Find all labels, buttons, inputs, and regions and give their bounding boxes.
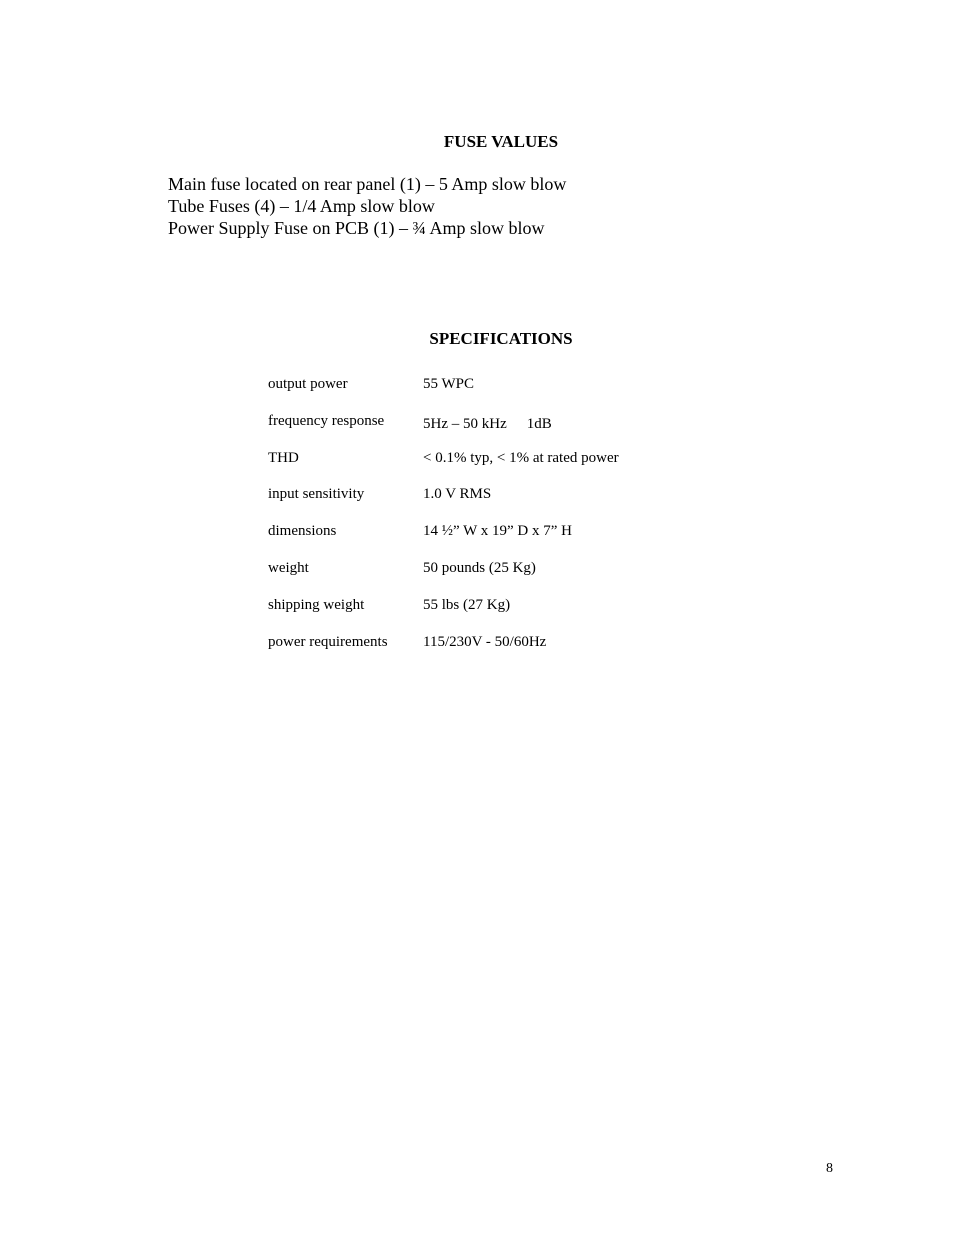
spec-label: input sensitivity [268, 486, 365, 503]
spec-value: 55 WPC [423, 376, 474, 392]
spec-value-extra: 1dB [526, 415, 552, 432]
fuse-line-tube: Tube Fuses (4) – 1/4 Amp slow blow [168, 196, 435, 216]
spec-value: 55 lbs (27 Kg) [423, 596, 511, 613]
fuse-line-main: Main fuse located on rear panel (1) – 5 Amp slow blow [168, 174, 567, 194]
spec-label: output power [268, 376, 348, 392]
spec-value: 115/230V - 50/60Hz [423, 633, 547, 650]
spec-value: 14 ½” W x 19” D x 7” H [423, 523, 573, 540]
spec-label: dimensions [268, 523, 337, 540]
spec-value: < 0.1% typ, < 1% at rated power [423, 449, 619, 466]
spec-label: power requirements [268, 633, 388, 650]
spec-value: 5Hz – 50 kHz [423, 415, 507, 432]
page-number: 8 [826, 1161, 833, 1176]
spec-value: 50 pounds (25 Kg) [423, 559, 536, 576]
fuse-values-heading: FUSE VALUES [443, 132, 559, 151]
spec-value: 1.0 V RMS [423, 486, 492, 503]
specifications-heading: SPECIFICATIONS [429, 329, 573, 348]
spec-label: weight [268, 559, 309, 576]
spec-label: THD [268, 449, 299, 466]
spec-label: frequency response [268, 412, 385, 429]
fuse-line-power-supply: Power Supply Fuse on PCB (1) – ¾ Amp slow blow [168, 218, 545, 238]
fuse-values-list [168, 173, 566, 239]
spec-label: shipping weight [268, 596, 365, 613]
spec-value-group [423, 416, 552, 433]
